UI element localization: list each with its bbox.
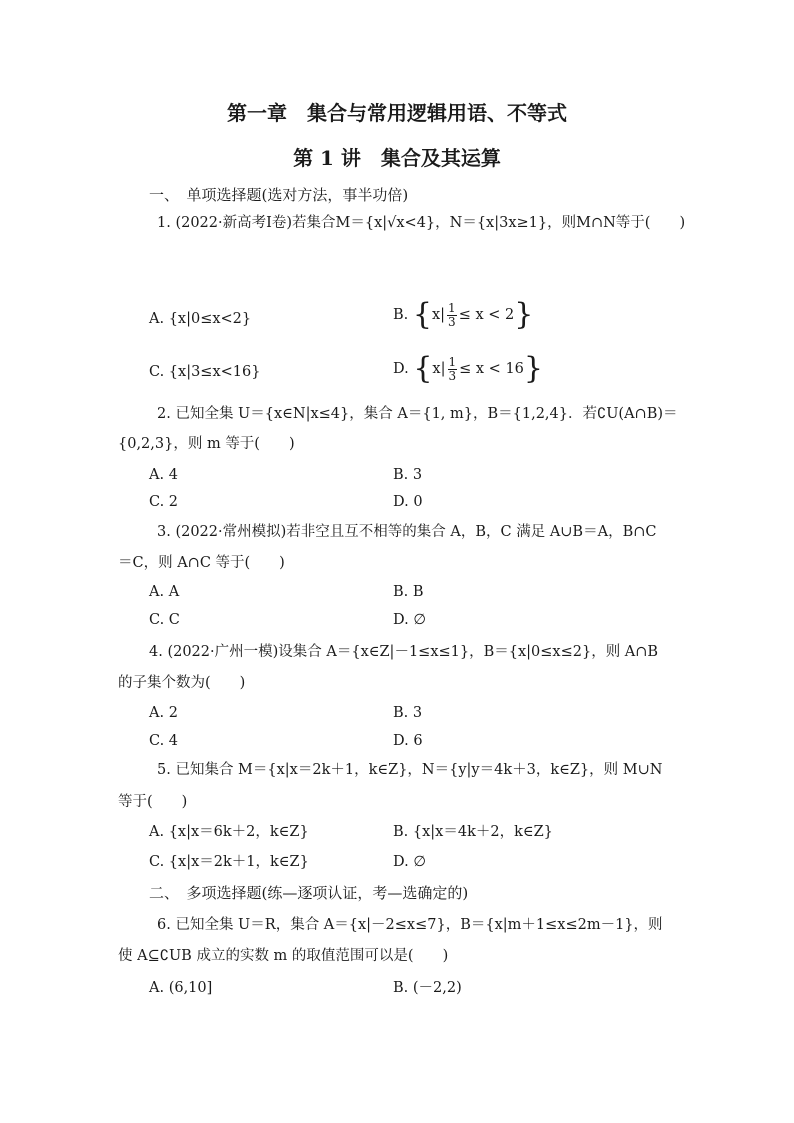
question-1-stem: 1. (2022·新高考Ⅰ卷)若集合M＝{x|√x<4}，N＝{x|3x≥1}，则M∩N等于( ): [157, 215, 686, 231]
section-heading-multiple-choice: 二、 多项选择题(练—逐项认证，考—选确定的): [149, 884, 469, 902]
question-4-stem-line-1: 4. (2022·广州一模)设集合 A＝{x∈Z|－1≤x≤1}，B＝{x|0≤x≤2}，则 A∩B: [149, 644, 659, 660]
question-5-option-c: C. {x|x＝2k＋1，k∈Z}: [149, 854, 309, 870]
set-condition: ≤ x < 16: [459, 361, 524, 377]
question-3-option-a: A. A: [149, 584, 180, 600]
fraction: [447, 302, 457, 329]
question-1-option-d: [393, 351, 543, 386]
fraction: [448, 356, 458, 383]
question-2-stem-line-2: {0,2,3}，则 m 等于( ): [118, 436, 295, 452]
right-brace-icon: }: [514, 297, 534, 332]
question-6-stem-line-1: 6. 已知全集 U＝R，集合 A＝{x|－2≤x≤7}，B＝{x|m＋1≤x≤2m－1}，则: [157, 917, 663, 933]
fraction-denominator: 3: [448, 314, 456, 329]
question-5-stem-line-2: 等于( ): [118, 794, 188, 810]
question-6-stem-line-2: 使 A⊆∁UB 成立的实数 m 的取值范围可以是( ): [118, 948, 449, 964]
question-2-option-c: C. 2: [149, 494, 179, 510]
left-brace-icon: {: [413, 351, 433, 386]
question-4-stem-line-2: 的子集个数为( ): [118, 675, 246, 691]
fraction-numerator: 1: [448, 354, 457, 369]
set-var: x|: [431, 307, 446, 323]
question-3-stem-line-1: 3. (2022·常州模拟)若非空且互不相等的集合 A，B，C 满足 A∪B＝A，B∩C: [157, 524, 657, 540]
question-1-option-a: A. {x|0≤x<2}: [149, 311, 252, 327]
question-1-option-c: C. {x|3≤x<16}: [149, 364, 261, 380]
question-5-option-a: A. {x|x＝6k＋2，k∈Z}: [149, 824, 309, 840]
section-heading-single-choice: 一、 单项选择题(选对方法，事半功倍): [149, 186, 409, 204]
question-4-option-b: B. 3: [393, 705, 423, 721]
question-4-option-d: D. 6: [393, 733, 423, 749]
question-2-option-d: D. 0: [393, 494, 423, 510]
option-d-label: D.: [393, 361, 409, 377]
question-3-option-c: C. C: [149, 612, 180, 628]
question-5-stem-line-1: 5. 已知集合 M＝{x|x＝2k＋1，k∈Z}，N＝{y|y＝4k＋3，k∈Z}，则 M∪N: [157, 762, 663, 778]
set-var: x|: [432, 361, 446, 377]
question-2-stem-line-1: 2. 已知全集 U＝{x∈N|x≤4}，集合 A＝{1, m}，B＝{1,2,4}．若∁U(A∩B)＝: [157, 406, 678, 422]
question-4-option-a: A. 2: [149, 705, 178, 721]
question-2-option-b: B. 3: [393, 467, 423, 483]
set-condition: ≤ x < 2: [458, 307, 515, 323]
lesson-title: 第 1 讲 集合及其运算: [293, 146, 501, 170]
fraction-denominator: 3: [448, 368, 457, 383]
question-4-option-c: C. 4: [149, 733, 179, 749]
question-6-option-a: A. (6,10]: [149, 980, 213, 996]
question-3-option-d: D. ∅: [393, 612, 426, 628]
question-2-option-a: A. 4: [149, 467, 178, 483]
right-brace-icon: }: [523, 351, 543, 386]
chapter-title: 第一章 集合与常用逻辑用语、不等式: [227, 101, 567, 125]
fraction-numerator: 1: [448, 300, 456, 315]
question-5-option-b: B. {x|x＝4k＋2，k∈Z}: [393, 824, 553, 840]
question-6-option-b: B. (－2,2): [393, 980, 462, 996]
question-3-option-b: B. B: [393, 584, 424, 600]
question-5-option-d: D. ∅: [393, 854, 426, 870]
left-brace-icon: {: [412, 297, 432, 332]
question-3-stem-line-2: ＝C，则 A∩C 等于( ): [118, 555, 285, 571]
option-b-label: B.: [393, 307, 409, 323]
question-1-option-b: [393, 297, 534, 332]
